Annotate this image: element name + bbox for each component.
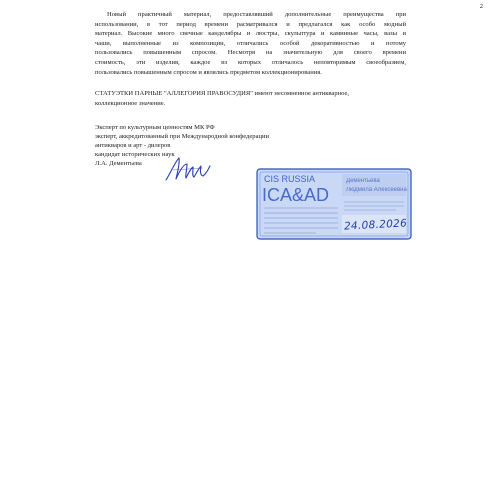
text-line: пользовались повышенным спросом. Несмотря на значительную для своего времени [95,49,406,57]
expert-accreditation-cont: антикваров и арт - дилеров [95,142,171,150]
page-number: 2 [479,3,483,10]
svg-text:ICA&AD: ICA&AD [262,185,330,205]
text-line: чаши, выполненные из композиции, отличались особой декоративностью и потому [95,39,406,47]
text-line: стоимость, эти изделия, каждое из которых отличалось неповторимым своеобразием, [95,58,406,66]
handwritten-signature [163,152,213,184]
text-line: Новый практичный материал, предоставлявший дополнительные преимущества при [107,11,406,18]
stamp-date: 24.08.2026 [343,217,408,233]
text-line: СТАТУЭТКИ ПАРНЫЕ "АЛЛЕГОРИЯ ПРАВОСУДИЯ" имеют несомненное антикварное, [95,90,349,97]
expert-name: Л.А. Дементьева [95,160,142,168]
paragraph-conclusion [95,89,406,108]
svg-text:CIS RUSSIA: CIS RUSSIA [264,174,316,184]
svg-text:Дементьева: Дементьева [346,178,380,184]
svg-text:Людмила Алексеевна: Людмила Алексеевна [346,187,407,193]
text-line: материал. Высокие много свечные канделябры и люстры, скульптура и каминные часы, вазы и [95,30,406,38]
expert-accreditation: эксперт, аккредитованный при Международной конфедерации [95,133,269,141]
text-line: коллекционное значение. [95,99,166,107]
text-line: пользовались повышенным спросом и являлись предметом коллекционирования. [95,68,322,76]
text-line: использовании, в тот период времени расматривался и предлагался как особо модный [95,20,406,28]
expert-degree: кандидат исторических наук [95,151,175,159]
paragraph-materials [95,10,406,77]
expert-title: Эксперт по культурным ценностям МК РФ [95,124,215,131]
